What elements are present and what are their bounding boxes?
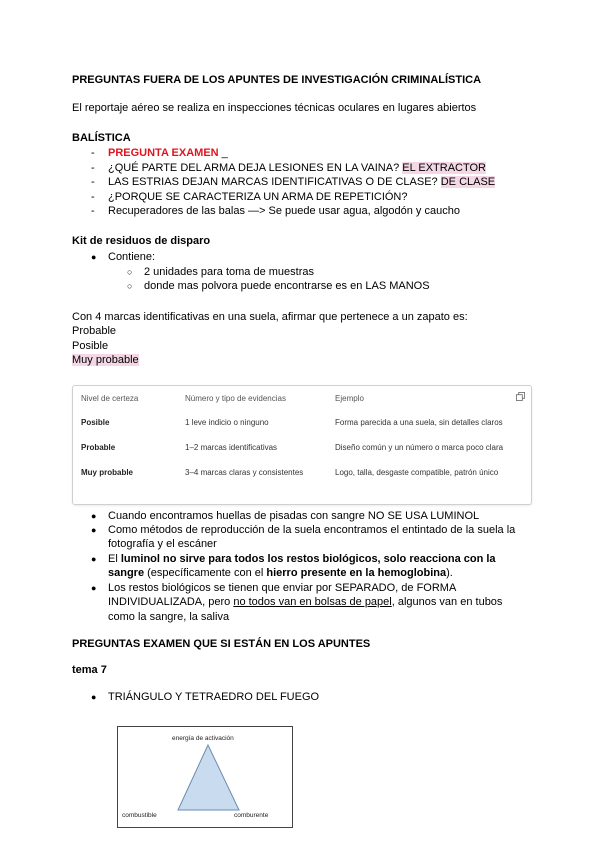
note-bold: luminol no sirve para todos los restos biológicos, solo reacciona con la bbox=[120, 553, 496, 565]
list-item bbox=[108, 175, 495, 189]
table-cell: Logo, talla, desgaste compatible, patrón único bbox=[335, 468, 499, 477]
exam-suffix: _ bbox=[218, 147, 228, 159]
table-header: Nivel de certeza bbox=[81, 394, 139, 403]
kit-subitem: donde mas polvora puede encontrarse es en LAS MANOS bbox=[144, 280, 430, 292]
note-span: (específicamente con el bbox=[144, 567, 267, 579]
note-text: Cuando encontramos huellas de pisadas con sangre NO SE USA LUMINOL bbox=[108, 510, 480, 522]
note-span: , algunos van en tubos bbox=[391, 596, 503, 608]
note-text bbox=[108, 552, 496, 566]
list-item: Recuperadores de las balas —> Se puede usar agua, algodón y caucho bbox=[108, 205, 460, 217]
suela-question: Con 4 marcas identificativas en una suela, afirmar que pertenece a un zapato es: bbox=[72, 311, 468, 323]
note-text: Los restos biológicos se tienen que enviar por SEPARADO, de FORMA bbox=[108, 582, 457, 594]
note-span: ). bbox=[446, 567, 453, 579]
suela-option: Posible bbox=[72, 340, 109, 352]
circle-bullet: ○ bbox=[127, 281, 133, 291]
certainty-table bbox=[72, 385, 532, 505]
fire-triangle-svg bbox=[118, 727, 292, 827]
note-bold: hierro presente en la hemoglobina bbox=[266, 567, 447, 579]
label-right: comburente bbox=[234, 812, 269, 819]
answer-highlight: EL EXTRACTOR bbox=[402, 162, 486, 174]
tema-heading: tema 7 bbox=[72, 664, 107, 676]
note-underline: no todos van en bolsas de papel bbox=[233, 596, 392, 608]
note-text bbox=[108, 595, 502, 609]
table-cell: 1 leve indicio o ninguno bbox=[185, 418, 269, 427]
kit-heading: Kit de residuos de disparo bbox=[72, 235, 211, 247]
table-cell: 1–2 marcas identificativas bbox=[185, 443, 278, 452]
dash-bullet: - bbox=[91, 176, 95, 188]
table-cell: 3–4 marcas claras y consistentes bbox=[185, 468, 304, 477]
dash-bullet: - bbox=[91, 191, 95, 203]
list-item bbox=[108, 146, 228, 160]
section2-heading: PREGUNTAS EXAMEN QUE SI ESTÁN EN LOS APUNTES bbox=[72, 638, 371, 650]
table-cell: Posible bbox=[81, 418, 110, 427]
note-text: como la sangre, la saliva bbox=[108, 611, 230, 623]
table-cell: Diseño común y un número o marca poco clara bbox=[335, 443, 504, 452]
dash-bullet: - bbox=[91, 205, 95, 217]
question-text: ¿QUÉ PARTE DEL ARMA DEJA LESIONES EN LA VAINA? bbox=[108, 162, 403, 174]
bullet-dot: ● bbox=[91, 692, 97, 702]
dash-bullet: - bbox=[91, 147, 95, 159]
table-cell: Probable bbox=[81, 443, 116, 452]
note-text: Como métodos de reproducción de la suela encontramos el entintado de la suela la bbox=[108, 524, 516, 536]
table-cell: Muy probable bbox=[81, 468, 134, 477]
circle-bullet: ○ bbox=[127, 267, 133, 277]
kit-contiene: Contiene: bbox=[108, 251, 156, 263]
kit-subitem: 2 unidades para toma de muestras bbox=[144, 266, 314, 278]
bullet-dot: ● bbox=[91, 525, 97, 535]
note-text: fotografía y el escáner bbox=[108, 538, 217, 550]
copy-icon[interactable] bbox=[516, 392, 525, 401]
answer-highlight: Muy probable bbox=[72, 354, 139, 366]
note-span: INDIVIDUALIZADA, pero bbox=[108, 596, 234, 608]
list-item bbox=[108, 161, 486, 175]
dash-bullet: - bbox=[91, 162, 95, 174]
balistica-heading: BALÍSTICA bbox=[72, 132, 131, 144]
note-bold: sangre bbox=[108, 567, 145, 579]
intro-text: El reportaje aéreo se realiza en inspecciones técnicas oculares en lugares abiertos bbox=[72, 102, 477, 114]
fire-triangle-shape bbox=[178, 745, 239, 810]
bullet-dot: ● bbox=[91, 583, 97, 593]
note-span: El bbox=[108, 553, 121, 565]
bullet-dot: ● bbox=[91, 554, 97, 564]
bullet-dot: ● bbox=[91, 252, 97, 262]
suela-option-highlighted bbox=[72, 353, 139, 367]
table-header: Ejemplo bbox=[335, 394, 364, 403]
label-top: energía de activación bbox=[172, 735, 234, 742]
page-title: PREGUNTAS FUERA DE LOS APUNTES DE INVESTIGACIÓN CRIMINALÍSTICA bbox=[72, 74, 482, 86]
list-item: ¿PORQUE SE CARACTERIZA UN ARMA DE REPETICIÓN? bbox=[108, 191, 408, 203]
fire-triangle-figure bbox=[117, 726, 293, 828]
table-cell: Forma parecida a una suela, sin detalles claros bbox=[335, 418, 503, 427]
label-left: combustible bbox=[122, 812, 157, 819]
question-text: LAS ESTRIAS DEJAN MARCAS IDENTIFICATIVAS O DE CLASE? bbox=[108, 176, 441, 188]
table-header: Número y tipo de evidencias bbox=[185, 394, 286, 403]
answer-highlight: DE CLASE bbox=[440, 176, 496, 188]
note-text bbox=[108, 566, 453, 580]
suela-option: Probable bbox=[72, 325, 117, 337]
section2-bullet: TRIÁNGULO Y TETRAEDRO DEL FUEGO bbox=[108, 691, 320, 703]
bullet-dot: ● bbox=[91, 511, 97, 521]
exam-label: PREGUNTA EXAMEN bbox=[108, 147, 219, 159]
